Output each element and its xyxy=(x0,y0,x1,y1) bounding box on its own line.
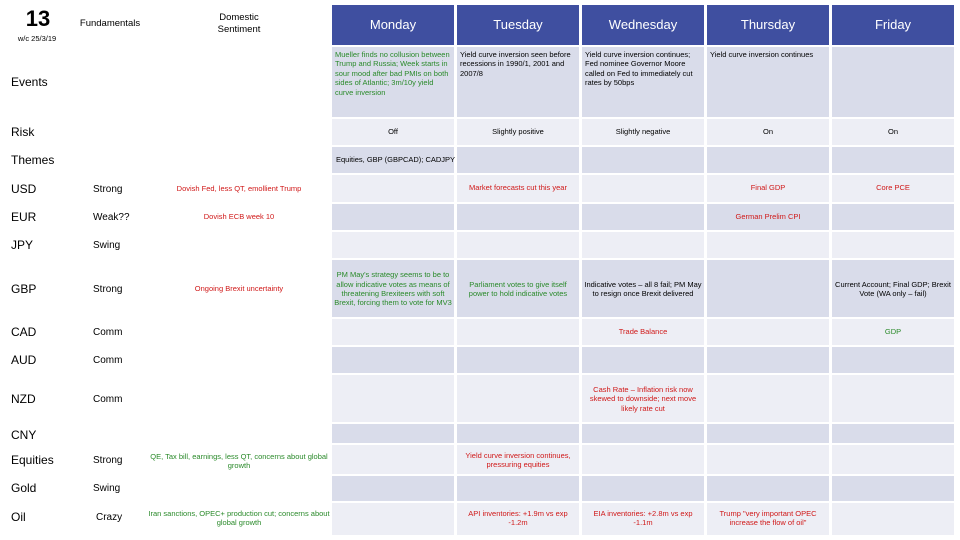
events-monday: Mueller finds no collusion between Trump and Russia; Week starts in sour mood after bad PMIs on both sides of Atlantic; 3m/10y yield curve inversion xyxy=(335,50,450,97)
row-label-gold: Gold xyxy=(11,481,37,495)
row-label-equities: Equities xyxy=(11,453,54,467)
nzd-wednesday: Cash Rate – Inflation risk now skewed to downside; next move likely rate cut xyxy=(589,384,697,413)
row-label-eur: EUR xyxy=(11,210,37,224)
strength-eur: Weak?? xyxy=(93,211,130,223)
cad-friday: GDP xyxy=(884,327,902,337)
sentiment-equities: QE, Tax bill, earnings, less QT, concerns about global growth xyxy=(150,451,328,470)
strength-usd: Strong xyxy=(93,183,123,195)
day-header-monday: Monday xyxy=(332,5,454,45)
risk-monday: Off xyxy=(388,127,398,137)
row-label-events: Events xyxy=(11,75,48,89)
strength-gbp: Strong xyxy=(93,283,123,295)
cad-wednesday: Trade Balance xyxy=(618,327,668,337)
usd-tuesday: Market forecasts cut this year xyxy=(469,183,567,193)
gbp-friday: Current Account; Final GDP; Brexit Vote (WA only – fail) xyxy=(835,279,951,298)
domestic-sentiment-header: Domestic Sentiment xyxy=(217,12,261,35)
day-header-tuesday: Tuesday xyxy=(457,5,579,45)
row-label-gbp: GBP xyxy=(11,282,37,296)
strength-cad: Comm xyxy=(93,326,123,338)
sentiment-eur: Dovish ECB week 10 xyxy=(203,212,275,222)
strength-oil: Crazy xyxy=(96,511,123,523)
gbp-tuesday: Parliament votes to give itself power to hold indicative votes xyxy=(468,279,568,298)
row-label-jpy: JPY xyxy=(11,238,34,252)
day-header-wednesday: Wednesday xyxy=(582,5,704,45)
day-header-thursday: Thursday xyxy=(707,5,829,45)
usd-thursday: Final GDP xyxy=(750,183,786,193)
sentiment-usd: Dovish Fed, less QT, emollient Trump xyxy=(176,184,302,194)
strength-gold: Swing xyxy=(93,482,121,494)
sentiment-oil: Iran sanctions, OPEC+ production cut; concerns about global growth xyxy=(148,508,330,527)
events-thursday: Yield curve inversion continues xyxy=(710,50,814,59)
row-label-nzd: NZD xyxy=(11,392,36,406)
gbp-monday: PM May's strategy seems to be to allow indicative votes as means of threatening Brexiteers with soft Brexit, forcing them to vote for MV3 xyxy=(334,270,452,308)
row-label-cny: CNY xyxy=(11,428,37,442)
gbp-wednesday: Indicative votes – all 8 fail; PM May to resign once Brexit delivered xyxy=(584,279,702,298)
strength-nzd: Comm xyxy=(93,393,123,405)
row-label-aud: AUD xyxy=(11,353,37,367)
fundamentals-header: Fundamentals xyxy=(79,18,141,30)
eur-thursday: German Prelim CPI xyxy=(735,212,801,222)
strength-aud: Comm xyxy=(93,354,123,366)
row-label-oil: Oil xyxy=(11,510,26,524)
strength-equities: Strong xyxy=(93,454,123,466)
row-label-cad: CAD xyxy=(11,325,37,339)
events-wednesday: Yield curve inversion continues; Fed nominee Governor Moore called on Fed to immediately cut rates by 50bps xyxy=(585,50,693,88)
events-tuesday: Yield curve inversion seen before recessions in 1990/1, 2001 and 2007/8 xyxy=(460,50,571,78)
oil-tuesday: API inventories: +1.9m vs exp -1.2m xyxy=(468,508,568,527)
week-date: w/c 25/3/19 xyxy=(17,34,57,44)
risk-thursday: On xyxy=(762,127,773,137)
row-label-usd: USD xyxy=(11,182,37,196)
oil-wednesday: EIA inventories: +2.8m vs exp -1.1m xyxy=(593,508,693,527)
day-header-friday: Friday xyxy=(832,5,954,45)
equities-tuesday: Yield curve inversion continues, pressuring equities xyxy=(465,450,571,469)
risk-friday: On xyxy=(887,127,898,137)
row-label-risk: Risk xyxy=(11,125,35,139)
oil-thursday: Trump "very important OPEC increase the flow of oil" xyxy=(719,508,817,527)
risk-wednesday: Slightly negative xyxy=(615,127,671,137)
themes-text: Equities, GBP (GBPCAD); CADJPY xyxy=(336,155,456,165)
row-label-themes: Themes xyxy=(11,153,55,167)
usd-friday: Core PCE xyxy=(876,183,910,193)
week-number: 13 xyxy=(25,6,51,32)
strength-jpy: Swing xyxy=(93,239,121,251)
sentiment-gbp: Ongoing Brexit uncertainty xyxy=(194,284,284,294)
risk-tuesday: Slightly positive xyxy=(492,127,544,137)
